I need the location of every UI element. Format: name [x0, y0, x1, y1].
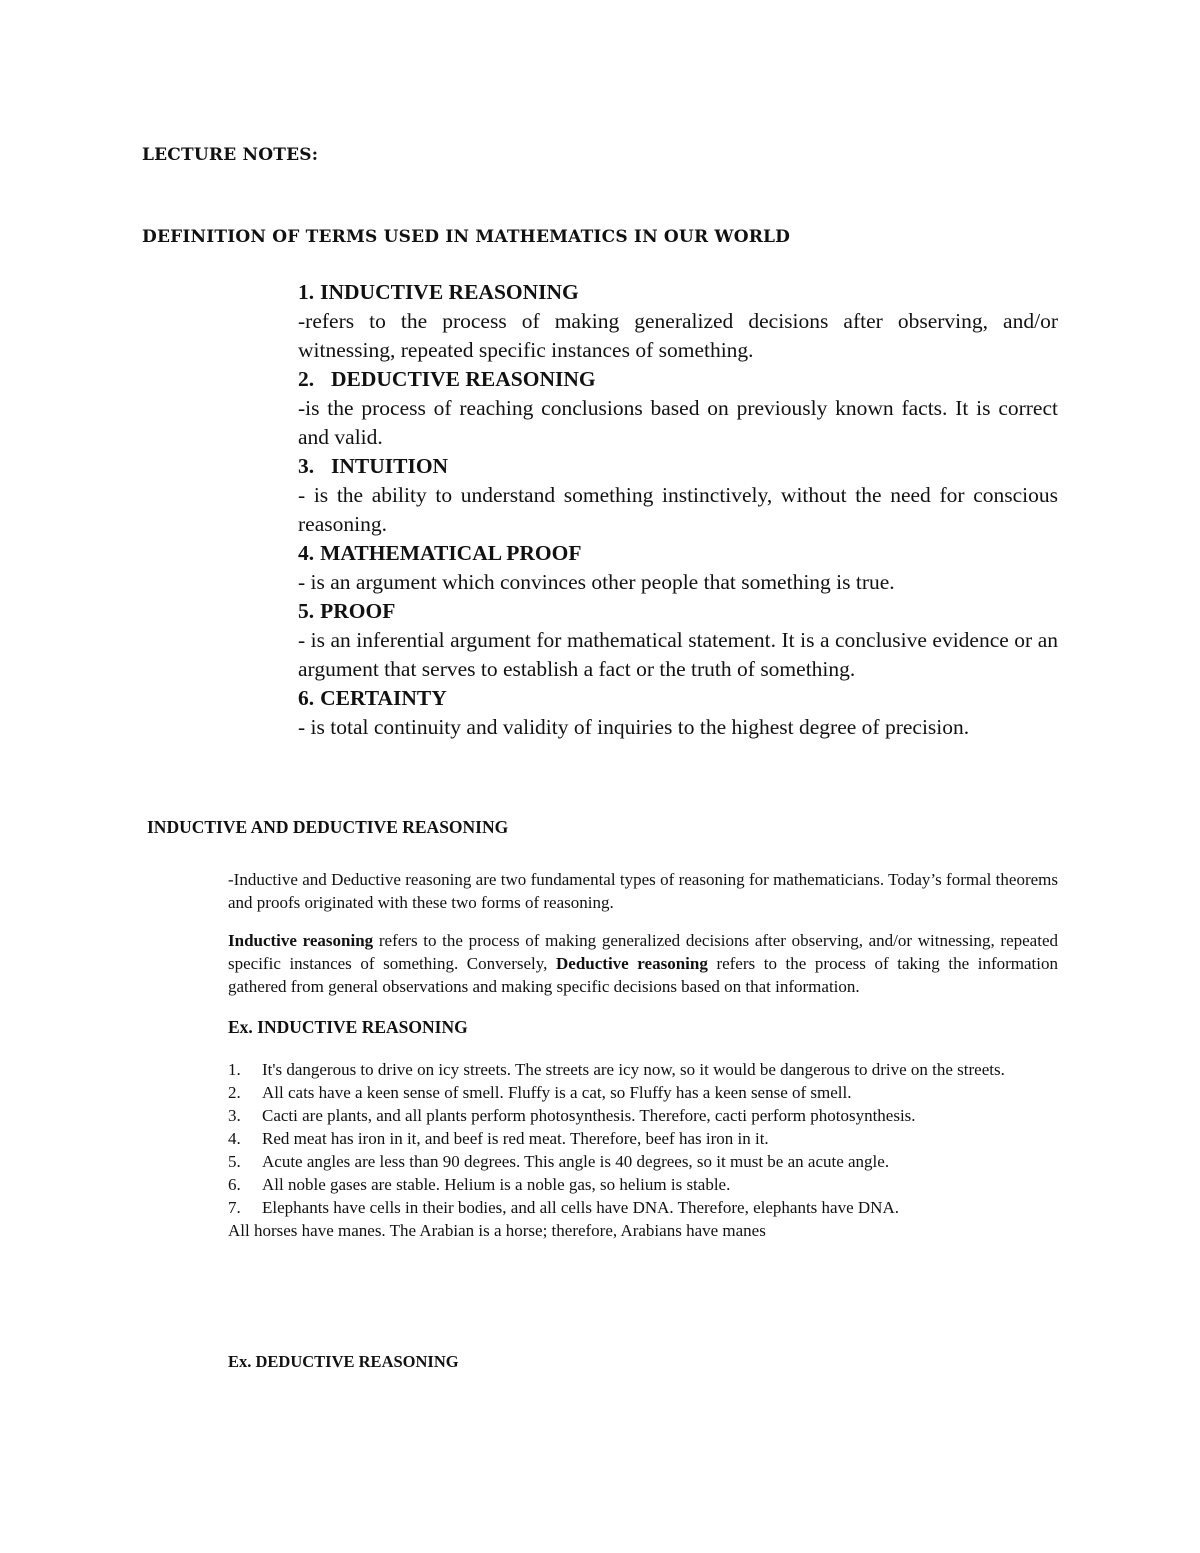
explanation-paragraph — [228, 929, 1058, 998]
inductive-reasoning-term: Inductive reasoning — [228, 931, 374, 950]
list-item — [228, 1150, 1058, 1173]
definition-term-label: CERTAINTY — [320, 686, 447, 710]
definition-description: - is an inferential argument for mathematical statement. It is a conclusive evidence or an argument that serves to establish a fact or the truth of something. — [298, 628, 1058, 681]
list-item-number: 2. — [228, 1083, 241, 1102]
definition-term-label: MATHEMATICAL PROOF — [320, 541, 582, 565]
definition-description: -refers to the process of making generalized decisions after observing, and/or witnessing, repeated specific instances of something. — [298, 309, 1058, 362]
list-item-text: All noble gases are stable. Helium is a noble gas, so helium is stable. — [262, 1175, 731, 1194]
list-item — [228, 1196, 1058, 1219]
examples-list — [228, 1058, 1058, 1219]
definition-number: 3. — [298, 454, 315, 478]
definition-number: 2. — [298, 367, 315, 391]
definition-term — [298, 539, 1058, 568]
section-heading: INDUCTIVE AND DEDUCTIVE REASONING — [147, 817, 509, 837]
example-unnumbered: All horses have manes. The Arabian is a horse; therefore, Arabians have manes — [228, 1221, 766, 1240]
paragraph-text: refers to the process of making generalized decisions after observing, and/or witnessing, repeated specific instances of something. Conversely, — [228, 931, 1058, 973]
list-item-number: 6. — [228, 1175, 241, 1194]
definition-description: -is the process of reaching conclusions based on previously known facts. It is correct and valid. — [298, 396, 1058, 449]
definition-term-label: PROOF — [320, 599, 396, 623]
list-item-number: 5. — [228, 1152, 241, 1171]
definition-term — [298, 684, 1058, 713]
definition-term-label: INDUCTIVE REASONING — [320, 280, 579, 304]
definition-description: - is the ability to understand something instinctively, without the need for conscious reasoning. — [298, 483, 1058, 536]
list-item — [228, 1058, 1058, 1081]
definition-term-label: DEDUCTIVE REASONING — [331, 367, 596, 391]
definition-term — [298, 452, 1058, 481]
section-body — [228, 868, 1058, 1242]
definition-term — [298, 278, 1058, 307]
definition-term — [298, 365, 1058, 394]
list-item-number: 3. — [228, 1106, 241, 1125]
list-item-text: It's dangerous to drive on icy streets. The streets are icy now, so it would be dangerous to drive on the streets. — [262, 1060, 1005, 1079]
definition-description: - is an argument which convinces other people that something is true. — [298, 570, 895, 594]
list-item-text: Acute angles are less than 90 degrees. This angle is 40 degrees, so it must be an acute angle. — [262, 1152, 890, 1171]
lecture-notes-title: LECTURE NOTES: — [142, 145, 319, 165]
definition-number: 4. — [298, 541, 315, 565]
deductive-reasoning-term: Deductive reasoning — [556, 954, 708, 973]
definition-number: 5. — [298, 599, 315, 623]
definition-description: - is total continuity and validity of inquiries to the highest degree of precision. — [298, 715, 970, 739]
definition-number: 1. — [298, 280, 315, 304]
inductive-examples-heading: Ex. INDUCTIVE REASONING — [228, 1017, 468, 1037]
list-item — [228, 1081, 1058, 1104]
definition-term-label: INTUITION — [331, 454, 449, 478]
definitions-heading: DEFINITION OF TERMS USED IN MATHEMATICS IN OUR WORLD — [142, 227, 791, 247]
deductive-examples-heading: Ex. DEDUCTIVE REASONING — [228, 1352, 459, 1371]
definitions-list — [298, 278, 1058, 742]
list-item-text: Red meat has iron in it, and beef is red meat. Therefore, beef has iron in it. — [262, 1129, 769, 1148]
definition-term — [298, 597, 1058, 626]
list-item-number: 4. — [228, 1129, 241, 1148]
list-item — [228, 1127, 1058, 1150]
list-item — [228, 1173, 1058, 1196]
list-item-text: Elephants have cells in their bodies, and all cells have DNA. Therefore, elephants have DNA. — [262, 1198, 899, 1217]
list-item-number: 7. — [228, 1198, 241, 1217]
list-item — [228, 1104, 1058, 1127]
definition-number: 6. — [298, 686, 315, 710]
paragraph-text: refers to the process of taking the information gathered from general observations and making specific decisions based on that information. — [228, 954, 1058, 996]
intro-paragraph: -Inductive and Deductive reasoning are two fundamental types of reasoning for mathematicians. Today’s formal theorems and proofs originated with these two forms of reasoning. — [228, 870, 1058, 912]
list-item-text: All cats have a keen sense of smell. Fluffy is a cat, so Fluffy has a keen sense of smell. — [262, 1083, 852, 1102]
list-item-text: Cacti are plants, and all plants perform photosynthesis. Therefore, cacti perform photosynthesis. — [262, 1106, 916, 1125]
list-item-number: 1. — [228, 1060, 241, 1079]
